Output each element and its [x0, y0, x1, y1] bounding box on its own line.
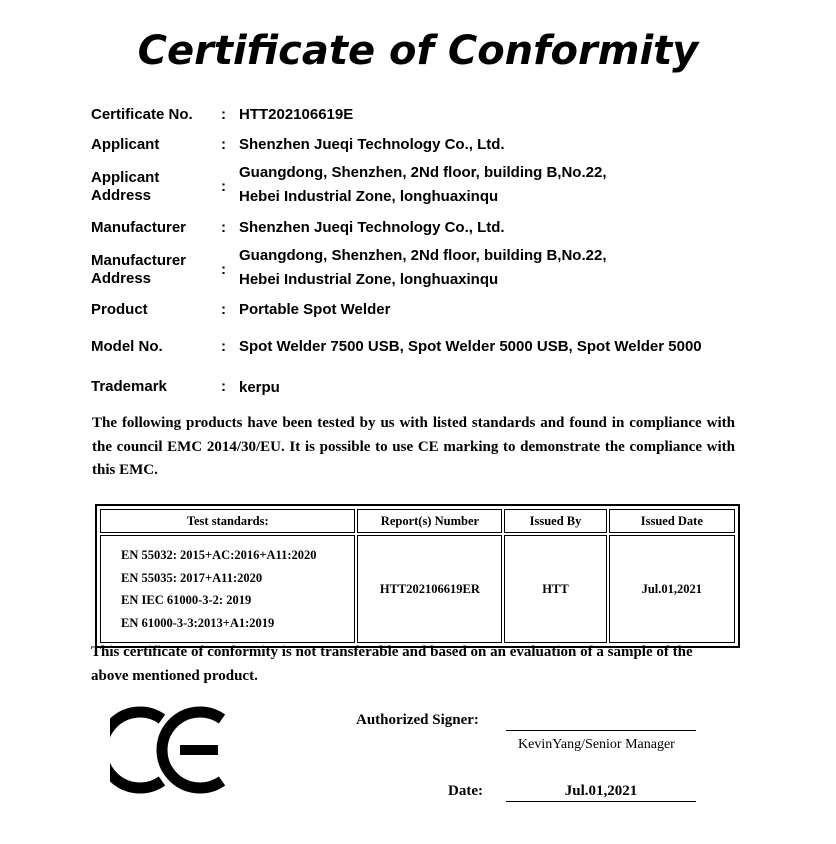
table-header-row — [100, 509, 735, 533]
field-colon: : — [221, 219, 226, 236]
field-value: Guangdong, Shenzhen, 2Nd floor, building B,No.22, Hebei Industrial Zone, longhuaxinqu — [239, 164, 607, 205]
field-label: Model No. — [91, 338, 163, 355]
cell-issued-date: Jul.01,2021 — [609, 535, 735, 643]
field-colon: : — [221, 338, 226, 355]
field-value: HTT202106619E — [239, 106, 354, 123]
standard-item: EN 61000-3-3:2013+A1:2019 — [121, 615, 275, 630]
cell-standards-list — [100, 535, 355, 643]
field-value: Guangdong, Shenzhen, 2Nd floor, building B,No.22, Hebei Industrial Zone, longhuaxinqu — [239, 247, 607, 288]
test-standards-table — [95, 504, 740, 648]
compliance-statement: The following products have been tested by us with listed standards and found in compliance with the council EMC 2014/30/EU. It is possible to use CE marking to demonstrate the compliance with this EMC. — [92, 415, 735, 478]
field-value: Shenzhen Jueqi Technology Co., Ltd. — [239, 136, 505, 153]
cell-issued-by: HTT — [504, 535, 606, 643]
field-colon: : — [221, 261, 226, 278]
field-value: kerpu — [239, 379, 280, 396]
standard-item: EN IEC 61000-3-2: 2019 — [121, 593, 252, 607]
field-value: Portable Spot Welder — [239, 301, 391, 318]
header-report-number: Report(s) Number — [357, 509, 502, 533]
authorized-signer-label: Authorized Signer: — [356, 712, 479, 728]
field-colon: : — [221, 301, 226, 318]
signer-name: KevinYang/Senior Manager — [518, 737, 675, 752]
header-issued-by: Issued By — [504, 509, 606, 533]
field-value: Spot Welder 7500 USB, Spot Welder 5000 USB, Spot Welder 5000 — [239, 338, 702, 355]
field-colon: : — [221, 106, 226, 123]
field-colon: : — [221, 178, 226, 195]
standard-item: EN 55035: 2017+A11:2020 — [121, 570, 263, 585]
ce-mark-logo — [110, 704, 228, 796]
signature-line — [506, 730, 696, 731]
header-test-standards: Test standards: — [100, 509, 355, 533]
field-label: Applicant Address — [91, 169, 160, 204]
header-issued-date: Issued Date — [609, 509, 735, 533]
cell-report-number: HTT202106619ER — [357, 535, 502, 643]
certificate-title: Certificate of Conformity — [137, 28, 699, 74]
field-value: Shenzhen Jueqi Technology Co., Ltd. — [239, 219, 505, 236]
transferability-note: This certificate of conformity is not transferable and based on an evaluation of a sample of the above mentioned product. — [91, 644, 693, 684]
field-label: Manufacturer — [91, 219, 187, 236]
table-row — [100, 535, 735, 643]
field-label: Product — [91, 301, 148, 318]
ce-letter-c — [110, 712, 162, 788]
ce-letter-e-bar — [180, 745, 218, 755]
field-label: Applicant — [91, 136, 160, 153]
field-label: Certificate No. — [91, 106, 193, 123]
field-colon: : — [221, 378, 226, 395]
field-colon: : — [221, 136, 226, 153]
date-label: Date: — [448, 783, 483, 799]
field-label: Manufacturer Address — [91, 252, 187, 287]
field-label: Trademark — [91, 378, 167, 395]
date-value: Jul.01,2021 — [506, 783, 696, 802]
standard-item: EN 55032: 2015+AC:2016+A11:2020 — [121, 548, 317, 562]
